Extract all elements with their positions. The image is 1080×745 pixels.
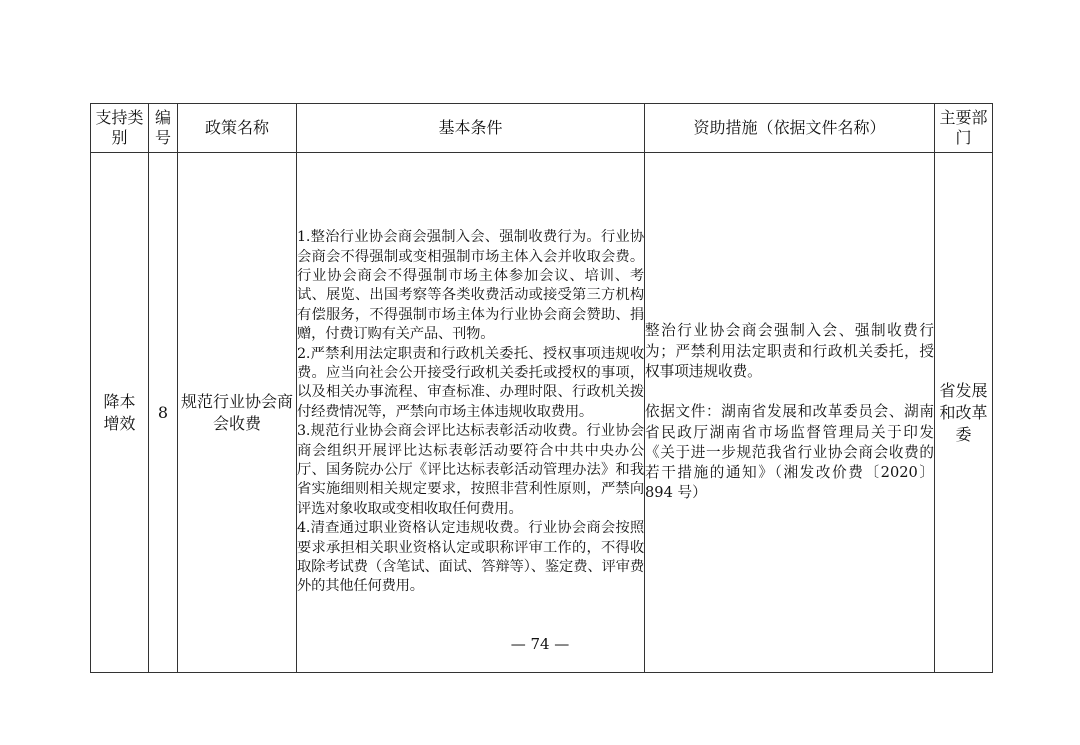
basis-text: 依据文件：湖南省发展和改革委员会、湖南省民政厅湖南省市场监督管理局关于印发《关于进一步规范我省行业协会商会收费的若干措施的通知》（湘发改价费〔2020〕894 号）: [645, 403, 934, 502]
cell-category: [91, 153, 149, 673]
header-conditions: 基本条件: [297, 104, 645, 153]
cell-department: 省发展和改革委: [935, 153, 993, 673]
cell-measures: [645, 153, 935, 673]
condition-item: 1.整治行业协会商会强制入会、强制收费行为。行业协会商会不得强制或变相强制市场主体入会并收取会费。行业协会商会不得强制市场主体参加会议、培训、考试、展览、出国考察等各类收费活动或接受第三方机构有偿服务，不得强制市场主体为行业协会商会赞助、捐赠，付费订购有关产品、刊物。: [297, 229, 644, 343]
table-header: [91, 104, 993, 153]
condition-item: 2.严禁利用法定职责和行政机关委托、授权事项违规收费。应当向社会公开接受行政机关委托或授权的事项，以及相关办事流程、审查标准、办理时限、行政机关拨付经费情况等，严禁向市场主体违规收取费用。: [297, 345, 644, 420]
cell-number: 8: [149, 153, 178, 673]
measures-text: 整治行业协会商会强制入会、强制收费行为；严禁利用法定职责和行政机关委托，授权事项违规收费。: [645, 322, 934, 380]
condition-item: 3.规范行业协会商会评比达标表彰活动收费。行业协会商会组织开展评比达标表彰活动要符合中共中央办公厅、国务院办公厅《评比达标表彰活动管理办法》和我省实施细则相关规定要求，按照非营利性原则，严禁向评选对象收取或变相收取任何费用。: [297, 423, 644, 517]
condition-item: 4.清查通过职业资格认定违规收费。行业协会商会按照要求承担相关职业资格认定或职称评审工作的，不得收取除考试费（含笔试、面试、答辩等）、鉴定费、评审费外的其他任何费用。: [297, 520, 644, 595]
page-number: — 74 —: [510, 635, 570, 653]
header-category: 支持类别: [91, 104, 149, 153]
header-department: 主要部门: [935, 104, 993, 153]
cell-conditions: [297, 153, 645, 673]
header-number: 编号: [149, 104, 178, 153]
table-row: [91, 153, 993, 673]
category-text: 降本增效: [103, 391, 136, 433]
header-measures: 资助措施（依据文件名称）: [645, 104, 935, 153]
cell-policy-name: 规范行业协会商会收费: [178, 153, 297, 673]
policy-table: [90, 103, 993, 673]
header-policy-name: 政策名称: [178, 104, 297, 153]
